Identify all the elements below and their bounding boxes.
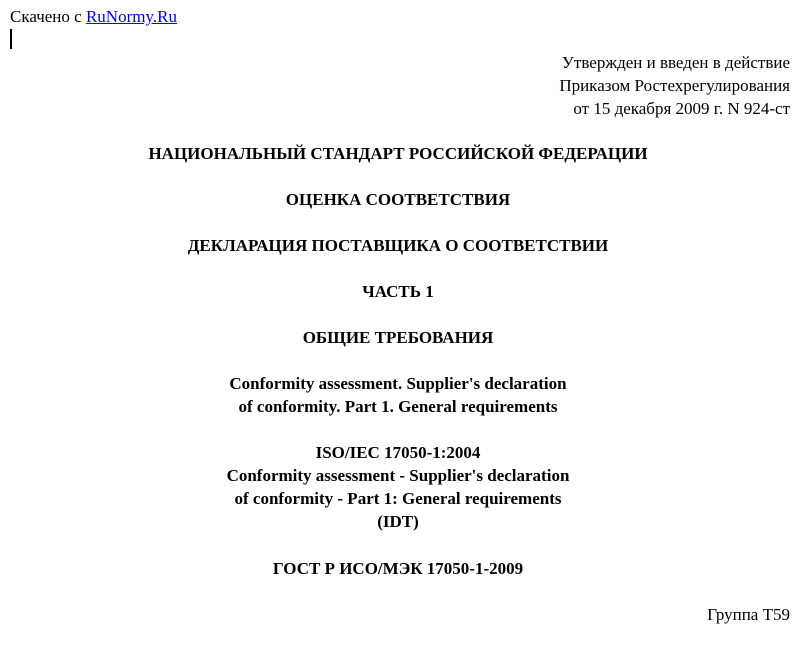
english-title-line: of conformity. Part 1. General requirements bbox=[238, 397, 558, 416]
group-code: Группа Т59 bbox=[707, 605, 790, 624]
approval-line: Утвержден и введен в действие bbox=[561, 53, 790, 72]
standard-title-line: ОБЩИЕ ТРЕБОВАНИЯ bbox=[302, 328, 494, 347]
iso-number: ISO/IEC 17050-1:2004 bbox=[315, 443, 481, 462]
standard-part: ЧАСТЬ 1 bbox=[362, 282, 434, 301]
approval-line: от 15 декабря 2009 г. N 924-ст bbox=[573, 99, 790, 118]
source-prefix: Скачено с bbox=[10, 7, 86, 26]
english-title-line: Conformity assessment. Supplier's declaration bbox=[229, 374, 567, 393]
approval-block bbox=[559, 51, 790, 120]
gost-number: ГОСТ Р ИСО/МЭК 17050-1-2009 bbox=[272, 559, 524, 578]
national-standard-title: НАЦИОНАЛЬНЫЙ СТАНДАРТ РОССИЙСКОЙ ФЕДЕРАЦИИ bbox=[148, 144, 648, 163]
standard-title-line: ОЦЕНКА СООТВЕТСТВИЯ bbox=[285, 190, 511, 209]
text-cursor bbox=[10, 29, 12, 49]
iso-title-line: Conformity assessment - Supplier's declaration bbox=[226, 466, 570, 485]
approval-line: Приказом Ростехрегулирования bbox=[559, 76, 790, 95]
iso-title-line: of conformity - Part 1: General requirements bbox=[234, 489, 562, 508]
source-link[interactable]: RuNormy.Ru bbox=[85, 7, 177, 26]
iso-equivalence: (IDT) bbox=[377, 512, 419, 531]
standard-title-line: ДЕКЛАРАЦИЯ ПОСТАВЩИКА О СООТВЕТСТВИИ bbox=[187, 236, 609, 255]
source-line bbox=[10, 7, 177, 27]
